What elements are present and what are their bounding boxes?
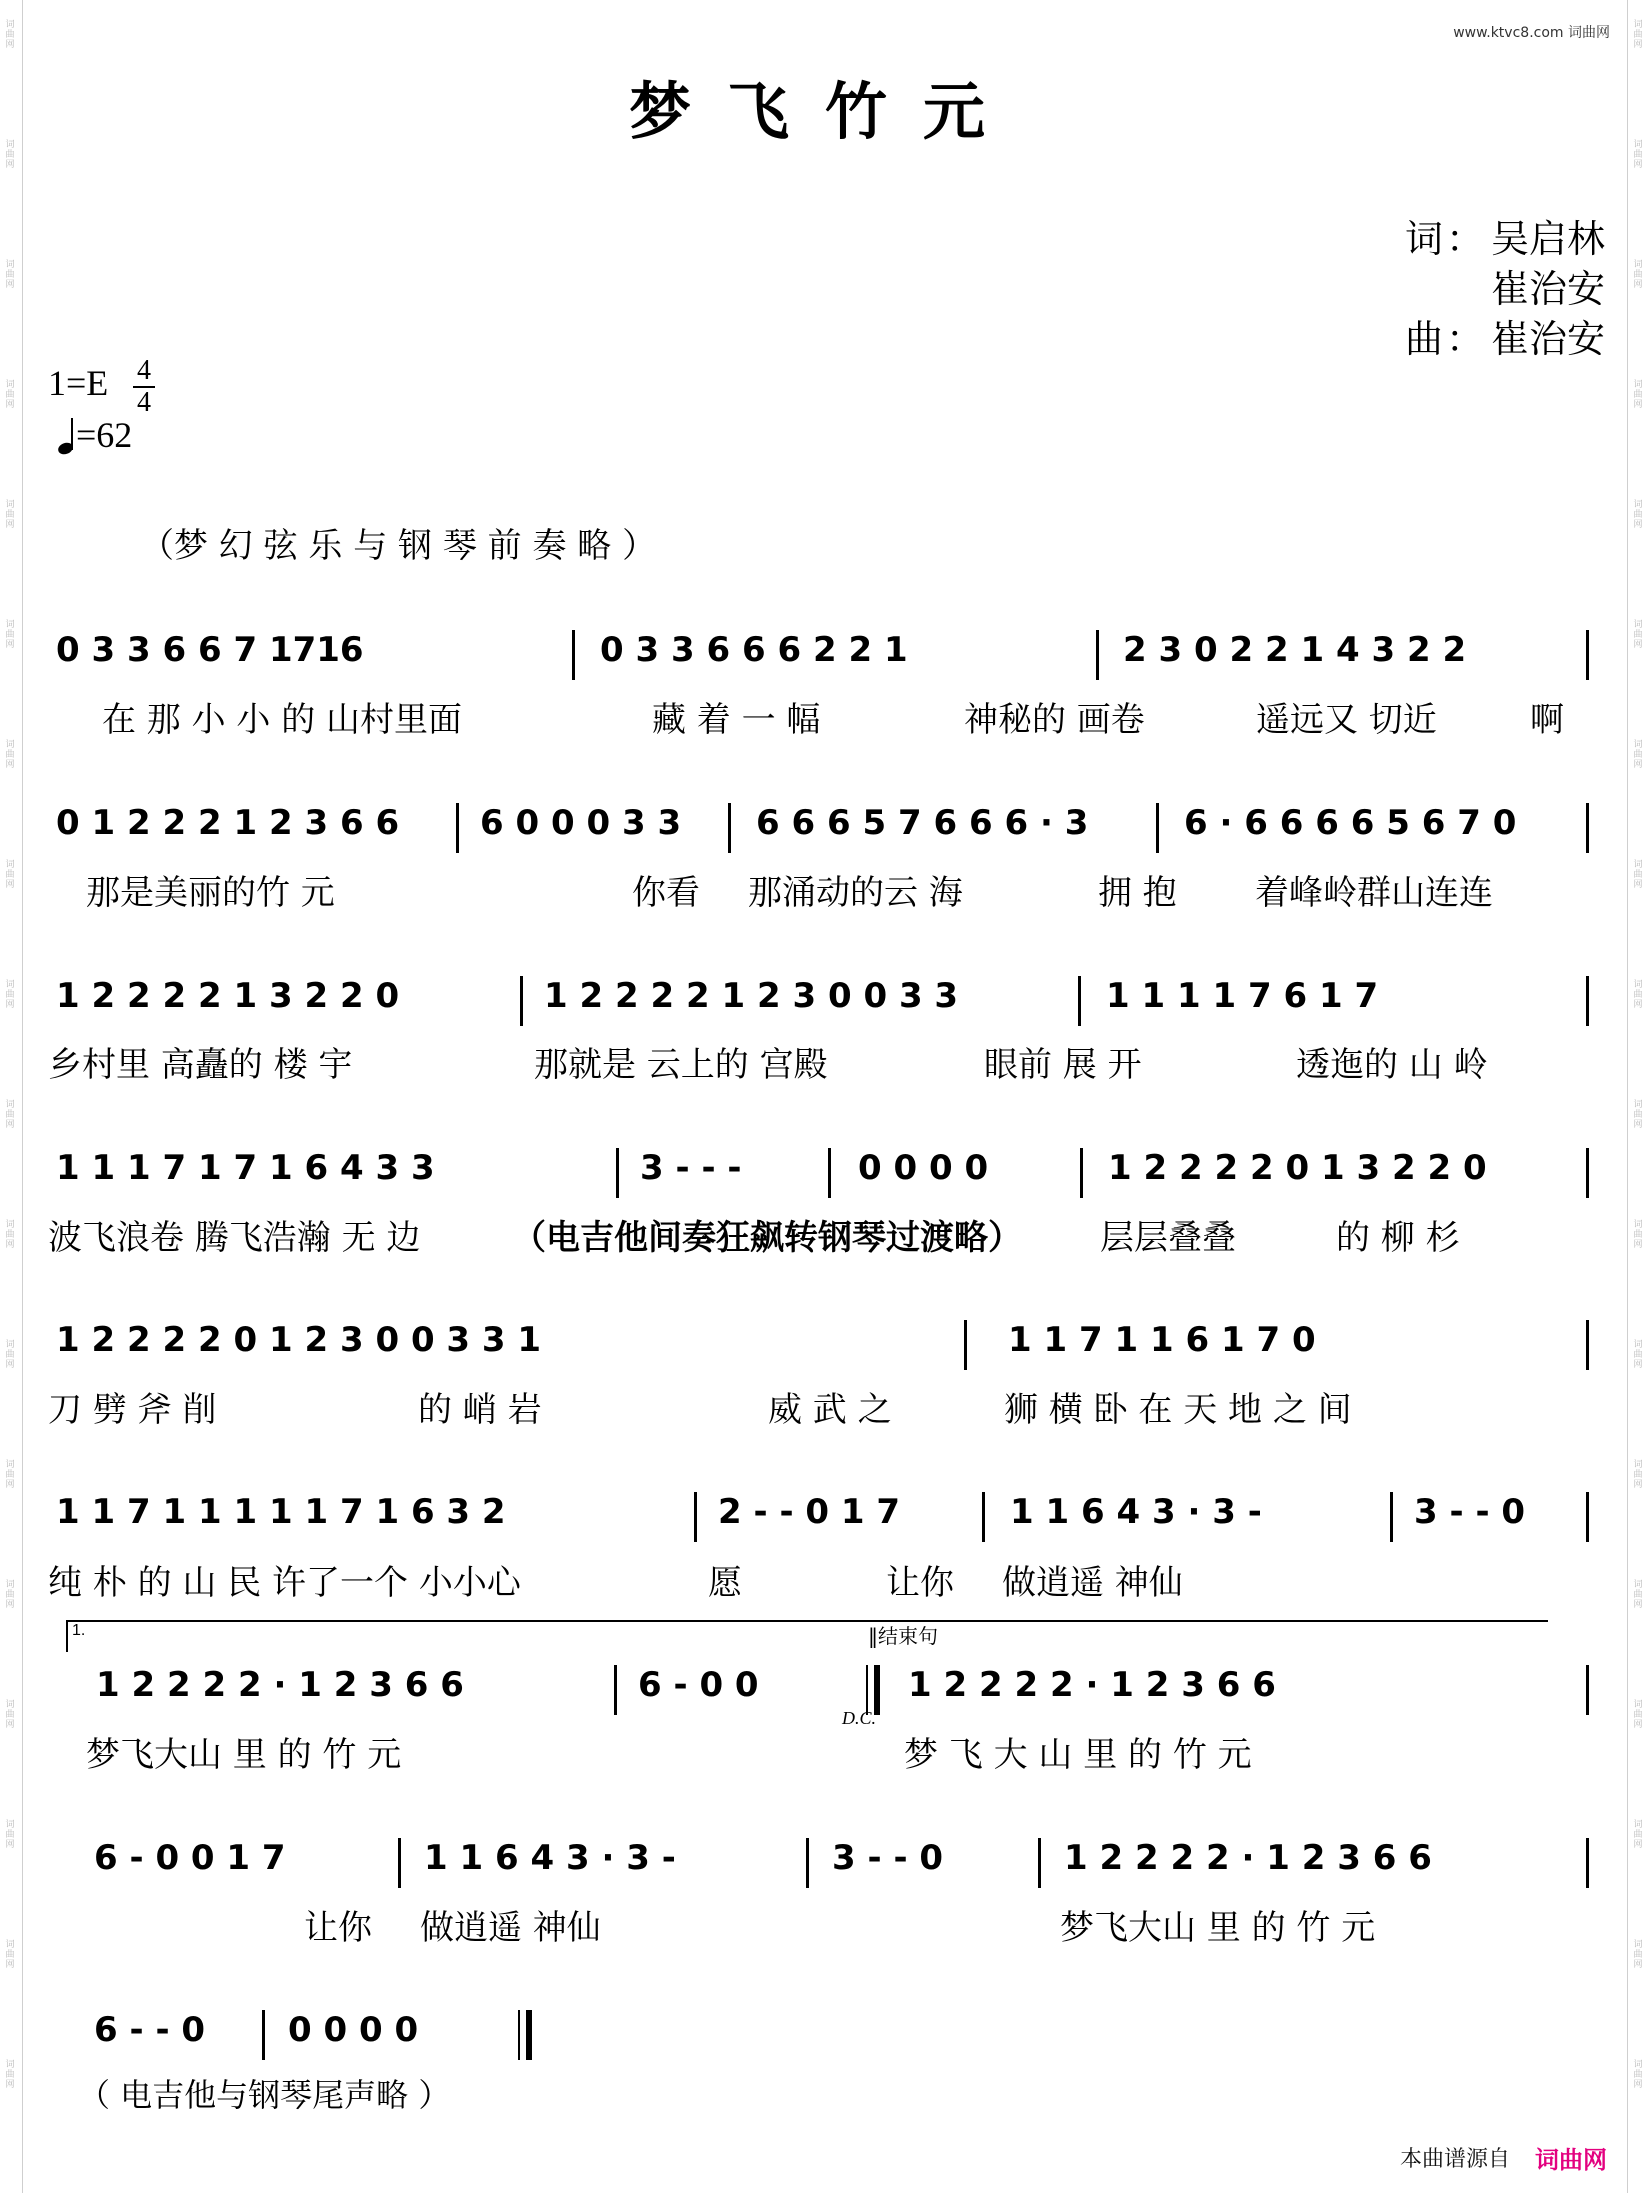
watermark-text: 词曲网 xyxy=(1633,20,1643,50)
measure: 2 3 0 2 2 1 4 3 2 2 xyxy=(1123,630,1467,670)
barline xyxy=(1096,630,1099,680)
measure: 1 2 2 2 2 · 1 2 3 6 6 xyxy=(1064,1838,1432,1878)
measure: 0 1 2 2 2 1 2 3 6 6 xyxy=(56,803,400,843)
lyric: 藏 着 一 幅 xyxy=(652,700,821,740)
measure: 1 1 1 7 1 7 1 6 4 3 3 xyxy=(56,1148,435,1188)
measure: 1 1 1 1 7 6 1 7 xyxy=(1106,976,1379,1016)
watermark-text: 词曲网 xyxy=(5,1100,15,1130)
composer: 崔治安 xyxy=(1491,317,1606,361)
score-row-9 xyxy=(48,2010,1608,2070)
lyricist-label: 词 xyxy=(1405,217,1444,261)
lyric: 做逍遥 神仙 xyxy=(420,1908,601,1948)
watermark-text: 词曲网 xyxy=(1633,260,1643,290)
barline xyxy=(694,1492,697,1542)
barline xyxy=(828,1148,831,1198)
watermark-text: 词曲网 xyxy=(5,1700,15,1730)
watermark-text: 词曲网 xyxy=(5,2060,15,2090)
watermark-text: 词曲网 xyxy=(5,380,15,410)
barline xyxy=(614,1665,617,1715)
lyric: 愿 xyxy=(708,1563,742,1603)
lyric: 的 柳 杉 xyxy=(1336,1218,1460,1258)
lyricist-credit xyxy=(1405,208,1605,263)
lyric: 狮 横 卧 在 天 地 之 间 xyxy=(1004,1390,1352,1430)
lyric: 威 武 之 xyxy=(768,1390,892,1430)
lyric: 遥远又 切近 xyxy=(1256,700,1437,740)
barline xyxy=(806,1838,809,1888)
watermark-text: 词曲网 xyxy=(5,140,15,170)
first-ending-bracket xyxy=(66,1620,1548,1652)
measure: 1 1 6 4 3 · 3 - xyxy=(1010,1492,1262,1532)
time-signature xyxy=(133,356,155,418)
watermark-text: 词曲网 xyxy=(1633,1220,1643,1250)
barline xyxy=(1586,976,1589,1026)
measure: 1 2 2 2 2 1 3 2 2 0 xyxy=(56,976,400,1016)
outro-note: （ 电吉他与钢琴尾声略 ） xyxy=(78,2076,451,2114)
left-watermark-strip xyxy=(0,0,23,2193)
lyric: 做逍遥 神仙 xyxy=(1002,1563,1183,1603)
lyric: 那是美丽的竹 元 xyxy=(86,873,335,913)
barline xyxy=(1390,1492,1393,1542)
barline xyxy=(1586,630,1589,680)
site-url[interactable]: www.ktvc8.com 词曲网 xyxy=(1453,25,1610,41)
measure: 6 6 6 5 7 6 6 6 · 3 xyxy=(756,803,1089,843)
watermark-text: 词曲网 xyxy=(1633,980,1643,1010)
barline xyxy=(616,1148,619,1198)
composer-credit: 曲： 崔治安 xyxy=(1405,308,1605,363)
measure: 0 0 0 0 xyxy=(858,1148,989,1188)
tempo-value: =62 xyxy=(76,415,133,455)
lyric: 那涌动的云 海 xyxy=(748,873,963,913)
watermark-text: 词曲网 xyxy=(5,1940,15,1970)
lyric: 那就是 云上的 宫殿 xyxy=(534,1045,828,1085)
barline xyxy=(1586,1492,1589,1542)
watermark-text: 词曲网 xyxy=(5,1340,15,1370)
lyric: 拥 抱 xyxy=(1098,873,1177,913)
barline xyxy=(1586,1148,1589,1198)
composer-label: 曲 xyxy=(1405,317,1444,361)
measure: 1 2 2 2 2 · 1 2 3 6 6 xyxy=(908,1665,1276,1705)
watermark-text: 词曲网 xyxy=(1633,500,1643,530)
watermark-text: 词曲网 xyxy=(5,1220,15,1250)
time-signature-bottom: 4 xyxy=(137,387,151,418)
lyric: 让你 xyxy=(886,1563,954,1603)
final-barline xyxy=(518,2010,532,2060)
watermark-text: 词曲网 xyxy=(5,1460,15,1490)
measure: 0 3 3 6 6 6 2 2 1 xyxy=(600,630,908,670)
right-watermark-strip xyxy=(1627,0,1650,2193)
measure: 6 - - 0 xyxy=(94,2010,206,2050)
watermark-text: 词曲网 xyxy=(1633,1340,1643,1370)
measure: 0 3 3 6 6 7 1716 xyxy=(56,630,364,670)
barline xyxy=(1586,803,1589,853)
barline xyxy=(1038,1838,1041,1888)
watermark-text: 词曲网 xyxy=(5,20,15,50)
measure: 3 - - 0 xyxy=(1414,1492,1526,1532)
lyric: 乡村里 高矗的 楼 宇 xyxy=(48,1045,353,1085)
lyric: 刀 劈 斧 削 xyxy=(48,1390,217,1430)
watermark-text: 词曲网 xyxy=(5,980,15,1010)
ending-section-label: ‖结束句 xyxy=(868,1624,938,1648)
score-row-3 xyxy=(48,976,1608,1036)
measure: 2 - - 0 1 7 xyxy=(718,1492,901,1532)
lyric: 眼前 展 开 xyxy=(984,1045,1142,1085)
barline xyxy=(1586,1320,1589,1370)
barline xyxy=(1080,1148,1083,1198)
lyric: 波飞浪卷 腾飞浩瀚 无 边 xyxy=(48,1218,421,1258)
watermark-text: 词曲网 xyxy=(5,740,15,770)
watermark-text: 词曲网 xyxy=(1633,740,1643,770)
footer-source-text: 本曲谱源自 xyxy=(1400,2147,1511,2172)
measure: 6 - 0 0 1 7 xyxy=(94,1838,286,1878)
barline xyxy=(1586,1838,1589,1888)
score-row-4 xyxy=(48,1148,1608,1208)
measure: 1 2 2 2 2 0 1 2 3 0 0 3 3 1 xyxy=(56,1320,542,1360)
lyric: 梦飞大山 里 的 竹 元 xyxy=(1060,1908,1376,1948)
watermark-text: 词曲网 xyxy=(5,500,15,530)
lyric: 透迤的 山 岭 xyxy=(1296,1045,1488,1085)
intro-note: （梦 幻 弦 乐 与 钢 琴 前 奏 略 ） xyxy=(140,526,657,566)
watermark-text: 词曲网 xyxy=(1633,1100,1643,1130)
lyric: 层层叠叠 xyxy=(1100,1218,1236,1258)
lyric: 神秘的 画卷 xyxy=(964,700,1145,740)
lyric: （电吉他间奏狂飙转钢琴过渡略） xyxy=(512,1218,1022,1258)
watermark-text: 词曲网 xyxy=(1633,1460,1643,1490)
watermark-text: 词曲网 xyxy=(1633,860,1643,890)
measure: 0 0 0 0 xyxy=(288,2010,419,2050)
lyric: 着峰岭群山连连 xyxy=(1255,873,1493,913)
barline xyxy=(982,1492,985,1542)
measure: 6 · 6 6 6 6 5 6 7 0 xyxy=(1184,803,1517,843)
lyric: 纯 朴 的 山 民 许了一个 小小心 xyxy=(48,1563,521,1603)
lyric: 啊 xyxy=(1530,700,1564,740)
measure: 6 0 0 0 3 3 xyxy=(480,803,682,843)
score-row-6 xyxy=(48,1492,1608,1552)
lyric: 在 那 小 小 的 山村里面 xyxy=(102,700,463,740)
quarter-note-icon xyxy=(58,416,76,456)
key-signature: 1=E xyxy=(48,363,109,403)
time-signature-top: 4 xyxy=(137,355,151,386)
measure: 1 2 2 2 2 1 2 3 0 0 3 3 xyxy=(544,976,959,1016)
score-row-2 xyxy=(48,803,1608,863)
watermark-text: 词曲网 xyxy=(1633,1580,1643,1610)
score-row-1 xyxy=(48,630,1608,690)
barline xyxy=(456,803,459,853)
barline xyxy=(1078,976,1081,1026)
watermark-text: 词曲网 xyxy=(5,860,15,890)
watermark-text: 词曲网 xyxy=(1633,2060,1643,2090)
page-title: 梦飞竹元 xyxy=(628,75,1021,148)
watermark-text: 词曲网 xyxy=(1633,380,1643,410)
watermark-text: 词曲网 xyxy=(1633,620,1643,650)
measure: 1 1 7 1 1 6 1 7 0 xyxy=(1008,1320,1316,1360)
watermark-text: 词曲网 xyxy=(1633,140,1643,170)
measure: 1 1 6 4 3 · 3 - xyxy=(424,1838,676,1878)
barline xyxy=(728,803,731,853)
watermark-text: 词曲网 xyxy=(1633,1820,1643,1850)
barline xyxy=(262,2010,265,2060)
measure: 1 1 7 1 1 1 1 1 7 1 6 3 2 xyxy=(56,1492,506,1532)
volta-label: 1. xyxy=(72,1622,86,1639)
lyric: 梦 飞 大 山 里 的 竹 元 xyxy=(904,1735,1252,1775)
lyric: 的 峭 岩 xyxy=(418,1390,542,1430)
score-row-7 xyxy=(48,1665,1608,1725)
score-row-5 xyxy=(48,1320,1608,1380)
measure: 1 2 2 2 2 0 1 3 2 2 0 xyxy=(1108,1148,1487,1188)
measure: 1 2 2 2 2 · 1 2 3 6 6 xyxy=(96,1665,464,1705)
measure: 6 - 0 0 xyxy=(638,1665,759,1705)
barline xyxy=(520,976,523,1026)
lyricist-2-credit xyxy=(1405,258,1605,313)
barline xyxy=(398,1838,401,1888)
watermark-text: 词曲网 xyxy=(5,260,15,290)
lyric: 梦飞大山 里 的 竹 元 xyxy=(86,1735,402,1775)
lyricist-2: 崔治安 xyxy=(1491,267,1606,311)
barline xyxy=(1586,1665,1589,1715)
lyric-row-1 xyxy=(102,692,462,741)
lyric: 让你 xyxy=(304,1908,372,1948)
barline xyxy=(964,1320,967,1370)
watermark-text: 词曲网 xyxy=(5,620,15,650)
watermark-text: 词曲网 xyxy=(5,1820,15,1850)
watermark-text: 词曲网 xyxy=(5,1580,15,1610)
colon: ： xyxy=(1445,217,1484,261)
dc-marking: D.C. xyxy=(842,1708,877,1728)
lyric: 你看 xyxy=(632,873,700,913)
watermark-text: 词曲网 xyxy=(1633,1940,1643,1970)
measure: 3 - - 0 xyxy=(832,1838,944,1878)
measure: 3 - - - xyxy=(640,1148,742,1188)
watermark-text: 词曲网 xyxy=(1633,1700,1643,1730)
footer-logo[interactable]: 词曲网 xyxy=(1535,2146,1607,2174)
tempo-marking xyxy=(58,414,132,456)
score-row-8 xyxy=(48,1838,1608,1898)
barline xyxy=(572,630,575,680)
barline xyxy=(1156,803,1159,853)
lyricist-1: 吴启林 xyxy=(1491,217,1606,261)
